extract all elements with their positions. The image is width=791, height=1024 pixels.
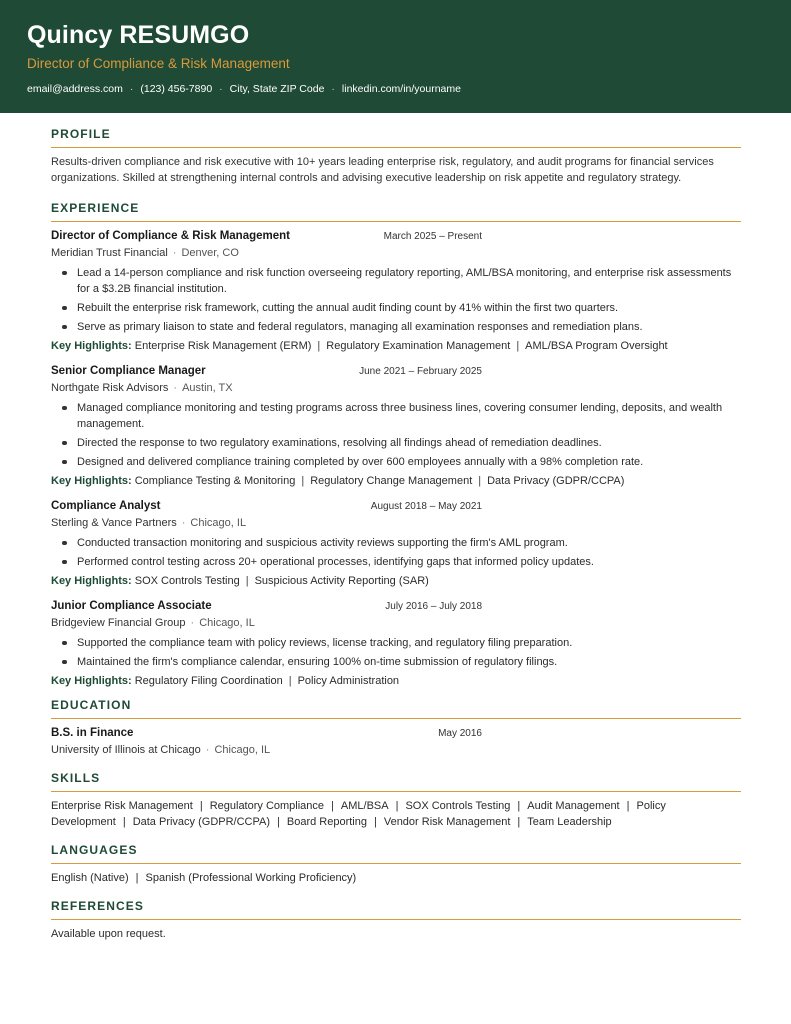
job-entry-head [51,598,741,614]
section-divider [51,718,741,719]
separator-dot: · [190,616,195,629]
skill-item: AML/BSA [340,799,389,812]
highlight-item: Regulatory Change Management [310,474,473,487]
contact-linkedin[interactable]: linkedin.com/in/yourname [341,83,461,95]
education-school-line [51,742,741,758]
section-heading-profile: PROFILE [51,127,111,141]
bullet-item: Designed and delivered compliance training completed by over 600 employees annually with a 98% completion rate. [51,454,741,470]
bullet-item: Lead a 14-person compliance and risk function overseeing regulatory reporting, AML/BSA monitoring, and enterprise risk assessments for a $3.2B financial institution. [51,265,741,297]
profile-text: Results-driven compliance and risk executive with 10+ years leading enterprise risk, regulatory, and audit programs for financial services organizations. Skilled at strengthening internal controls and advising executive leadership on risk appetite and regulatory strategy. [51,156,714,185]
job-title: Compliance Analyst [51,499,161,512]
section-heading-skills: SKILLS [51,770,101,785]
job-entry-head [51,228,741,244]
education-entry-head [51,725,741,741]
highlight-item: Data Privacy (GDPR/CCPA) [487,474,625,487]
education-location: Chicago, IL [214,743,271,756]
job-dates: June 2021 – February 2025 [359,365,482,377]
skill-item: Vendor Risk Management [383,815,511,828]
job-entry-head [51,363,741,379]
job-entry [51,363,741,489]
section-heading-languages: LANGUAGES [51,842,138,857]
jobs-list [51,228,741,689]
bullet-item: Serve as primary liaison to state and federal regulators, managing all examination responses and remediation plans. [51,319,741,335]
separator-dot: · [173,381,178,394]
pipe-separator: | [517,799,521,812]
languages-section [51,843,741,886]
section-heading-experience: EXPERIENCE [51,200,140,215]
bullet-item: Conducted transaction monitoring and suspicious activity reviews supporting the firm's AML program. [51,535,741,551]
bullet-item: Directed the response to two regulatory examinations, resolving all findings ahead of remediation deadlines. [51,435,741,451]
resume-body [0,113,791,942]
section-divider [51,863,741,864]
skills-section [51,771,741,830]
pipe-separator: | [373,815,377,828]
job-bullets [51,400,741,470]
pipe-separator: | [395,799,399,812]
contact-separator: · [129,83,134,95]
resume-header [0,0,791,113]
section-divider [51,791,741,792]
education-school: University of Illinois at Chicago [51,743,201,756]
contact-location: City, State ZIP Code [229,83,325,95]
job-location: Chicago, IL [190,516,247,529]
pipe-separator: | [517,815,521,828]
highlight-item: Regulatory Examination Management [326,339,511,352]
job-bullets [51,635,741,670]
job-highlights [51,673,741,689]
languages-list [51,870,741,886]
job-dates: March 2025 – Present [383,230,482,242]
education-date: May 2016 [438,727,482,739]
job-title: Junior Compliance Associate [51,599,212,612]
highlight-item: Enterprise Risk Management (ERM) [134,339,312,352]
section-divider [51,919,741,920]
references-text: Available upon request. [51,927,166,940]
job-company: Northgate Risk Advisors [51,381,169,394]
skill-item: SOX Controls Testing [405,799,511,812]
job-entry [51,598,741,689]
skill-item: Audit Management [527,799,620,812]
pipe-separator: | [626,799,630,812]
highlight-item: Suspicious Activity Reporting (SAR) [254,574,429,587]
job-entry [51,228,741,354]
section-divider [51,221,741,222]
job-highlights [51,573,741,589]
highlight-item: SOX Controls Testing [134,574,240,587]
job-bullets [51,265,741,335]
job-company-line [51,380,741,396]
bullet-item: Supported the compliance team with policy reviews, license tracking, and regulatory filing preparation. [51,635,741,651]
pipe-separator: | [516,339,520,352]
job-highlights [51,338,741,354]
candidate-title: Director of Compliance & Risk Management [27,56,290,71]
language-item: Spanish (Professional Working Proficiency) [145,871,357,884]
pipe-separator: | [277,815,280,828]
pipe-separator: | [135,871,139,884]
bullet-item: Rebuilt the enterprise risk framework, cutting the annual audit finding count by 41% within the first two quarters. [51,300,741,316]
bullet-item: Performed control testing across 20+ operational processes, identifying gaps that informed policy updates. [51,554,741,570]
highlights-label: Key Highlights: [51,574,132,587]
skill-item: Policy Development [51,799,666,828]
skill-item: Team Leadership [527,815,612,828]
highlights-label: Key Highlights: [51,674,132,687]
highlights-label: Key Highlights: [51,474,132,487]
job-dates: August 2018 – May 2021 [370,500,482,512]
pipe-separator: | [478,474,482,487]
highlight-item: Compliance Testing & Monitoring [134,474,296,487]
job-entry [51,498,741,589]
separator-dot: · [172,246,177,259]
contact-phone[interactable]: (123) 456-7890 [140,83,213,95]
job-company: Meridian Trust Financial [51,246,168,259]
pipe-separator: | [288,674,292,687]
pipe-separator: | [245,574,249,587]
bullet-item: Maintained the firm's compliance calendar, ensuring 100% on-time submission of regulatory filings. [51,654,741,670]
skill-item: Data Privacy (GDPR/CCPA) [132,815,271,828]
job-title: Senior Compliance Manager [51,364,206,377]
job-title: Director of Compliance & Risk Management [51,229,290,242]
job-company: Bridgeview Financial Group [51,616,186,629]
pipe-separator: | [122,815,126,828]
job-company-line [51,515,741,531]
education-section [51,698,741,758]
skill-item: Regulatory Compliance [209,799,325,812]
job-entry-head [51,498,741,514]
profile-section [51,127,741,187]
highlight-item: Policy Administration [297,674,400,687]
pipe-separator: | [317,339,321,352]
highlights-label: Key Highlights: [51,339,132,352]
bullet-item: Managed compliance monitoring and testing programs across three business lines, covering consumer lending, deposits, and wealth management. [51,400,741,432]
separator-dot: · [181,516,186,529]
highlight-item: AML/BSA Program Oversight [525,339,668,352]
language-item: English (Native) [51,871,129,884]
contact-line [27,82,764,96]
separator-dot: · [205,743,210,756]
job-location: Austin, TX [182,381,233,394]
job-highlights [51,473,741,489]
job-dates: July 2016 – July 2018 [385,600,482,612]
job-location: Chicago, IL [199,616,255,629]
section-heading-education: EDUCATION [51,697,132,712]
job-company: Sterling & Vance Partners [51,516,177,529]
candidate-name: Quincy RESUMGO [27,21,250,49]
skill-item: Enterprise Risk Management [51,799,193,812]
skills-list [51,798,741,830]
contact-email[interactable]: email@address.com [27,83,123,95]
job-company-line [51,245,741,261]
pipe-separator: | [301,474,305,487]
experience-section [51,201,741,689]
contact-separator: · [331,83,335,95]
skill-item: Board Reporting [286,815,367,828]
section-heading-references: REFERENCES [51,898,145,913]
job-company-line [51,615,741,631]
highlight-item: Regulatory Filing Coordination [134,674,283,687]
references-section [51,899,741,942]
job-bullets [51,535,741,570]
pipe-separator: | [331,799,334,812]
pipe-separator: | [199,799,203,812]
job-location: Denver, CO [181,246,239,259]
section-divider [51,147,741,148]
education-degree: B.S. in Finance [51,726,134,739]
contact-separator: · [219,83,223,95]
